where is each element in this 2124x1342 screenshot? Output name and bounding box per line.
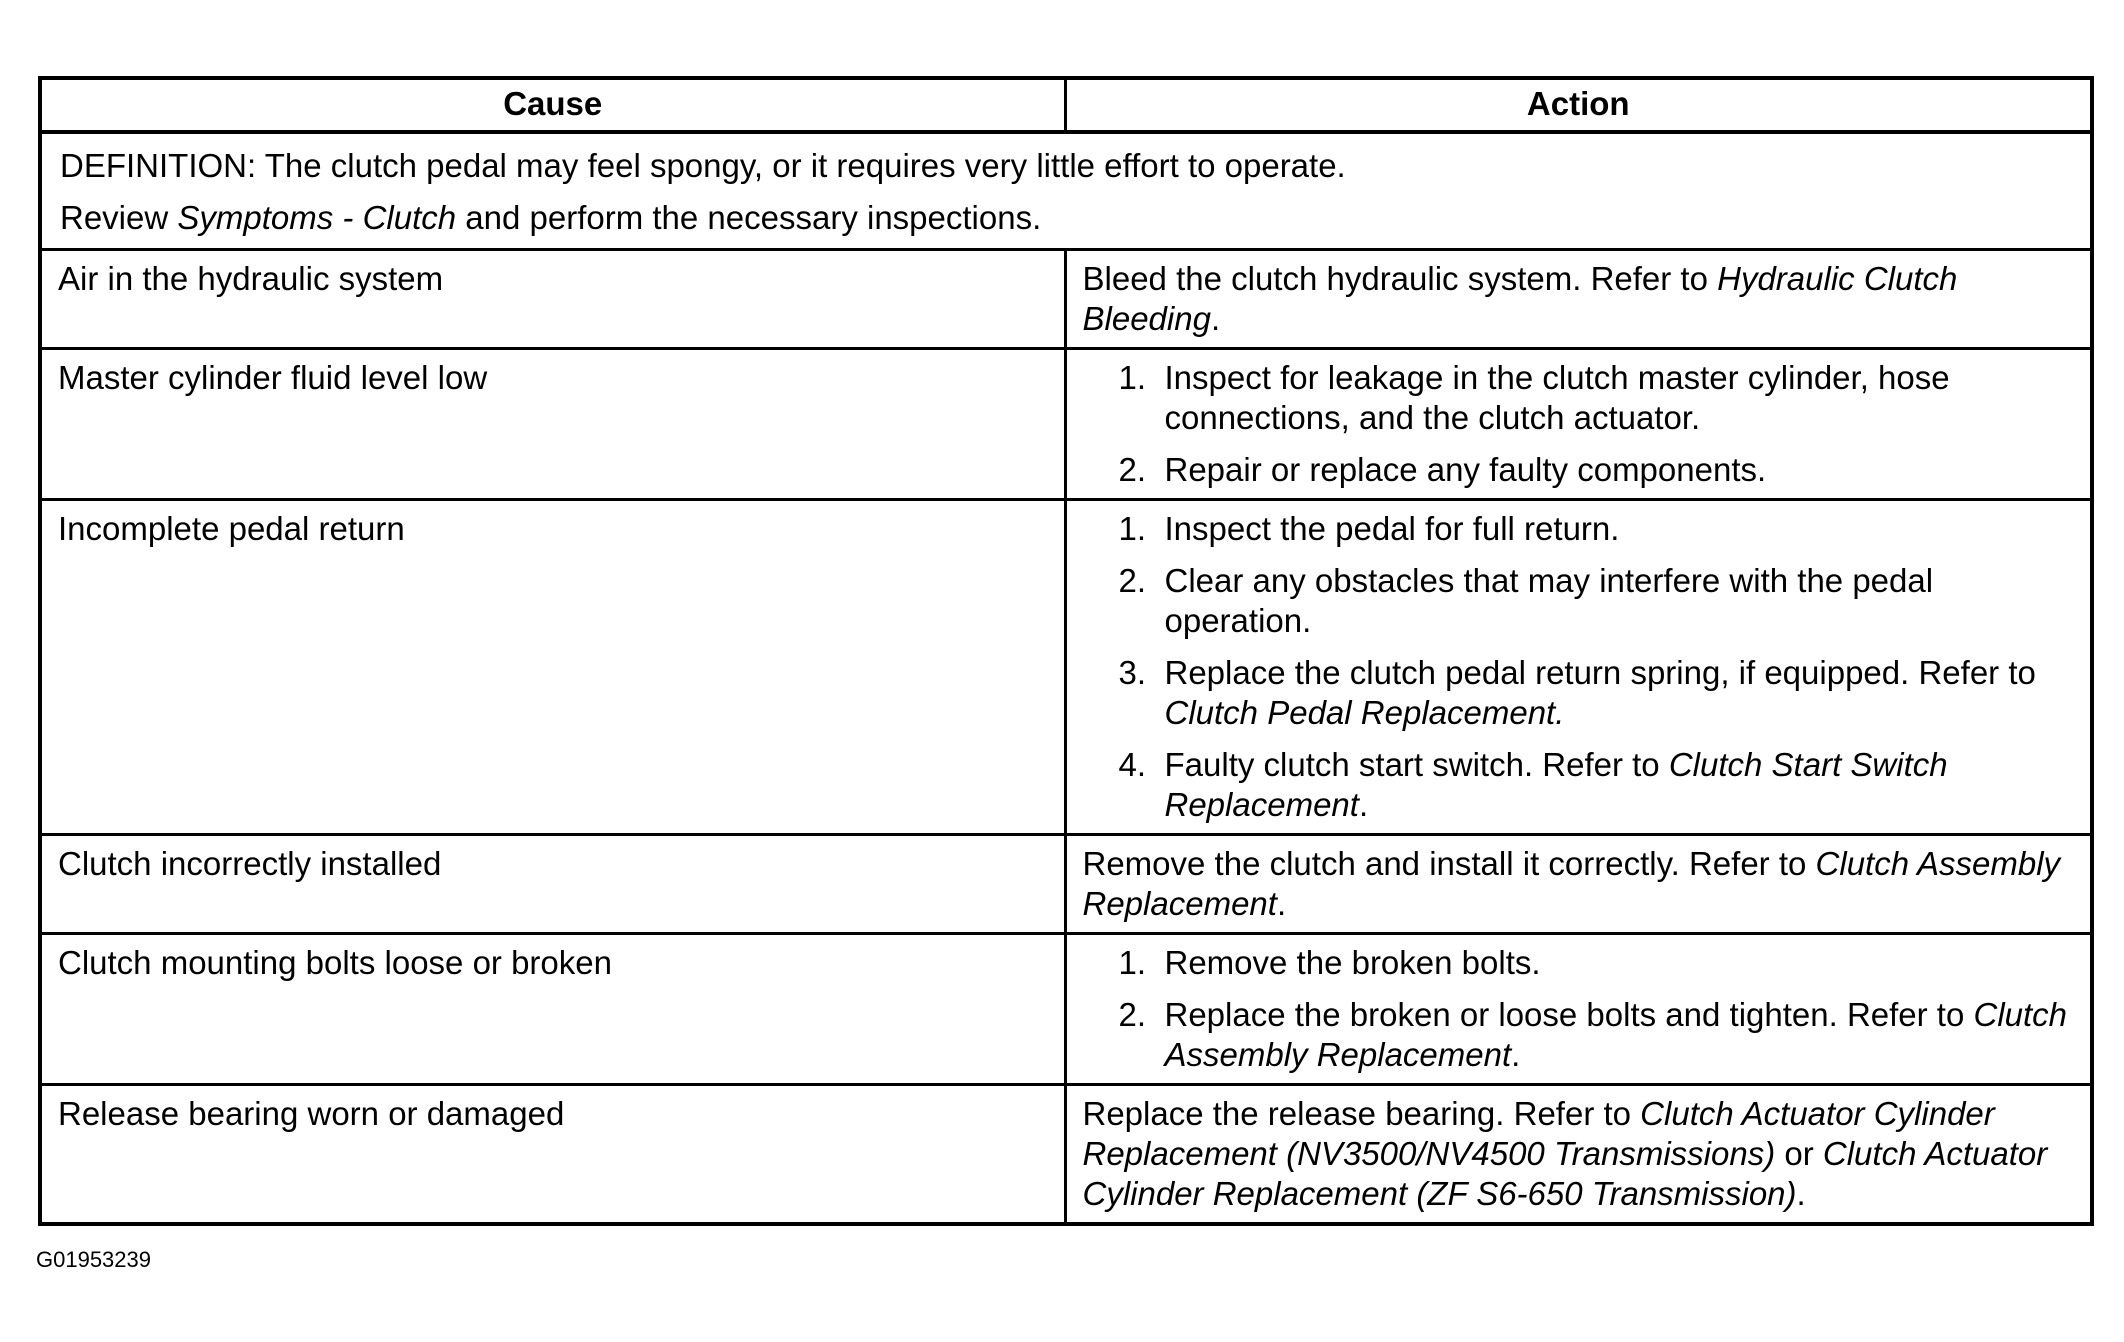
step-suffix: . (1511, 1036, 1521, 1073)
review-prefix: Review (60, 199, 178, 236)
step-number: 4. (1118, 746, 1147, 783)
table-row (40, 250, 2092, 349)
action-cell (1065, 934, 2092, 1085)
cause-cell: Master cylinder fluid level low (40, 349, 1065, 500)
cause-cell: Clutch incorrectly installed (40, 835, 1065, 934)
definition-cell (40, 132, 2092, 250)
action-step (1083, 995, 2075, 1075)
action-step (1083, 450, 2075, 490)
procedure-reference: Clutch Assembly Replacement (1082, 845, 2061, 922)
cause-column-header: Cause (40, 78, 1065, 132)
table-row (40, 349, 2092, 500)
step-text: Replace the clutch pedal return spring, if equipped. Refer to (1164, 654, 2036, 691)
action-step (1083, 943, 2075, 983)
figure-id-label: G01953239 (36, 1247, 151, 1272)
action-step (1083, 653, 2075, 733)
action-text: Replace the release bearing. Refer to (1082, 1095, 1641, 1132)
step-text: Clear any obstacles that may interfere with the pedal operation. (1164, 562, 1934, 639)
action-step (1083, 745, 2075, 825)
cause-cell: Clutch mounting bolts loose or broken (40, 934, 1065, 1085)
step-text: Inspect the pedal for full return. (1164, 510, 1620, 547)
review-instruction (60, 192, 2072, 244)
action-connector: or (1775, 1135, 1823, 1172)
step-number: 2. (1118, 996, 1147, 1033)
action-cell (1065, 500, 2092, 835)
action-step (1083, 358, 2075, 438)
cause-cell: Air in the hydraulic system (40, 250, 1065, 349)
action-steps (1083, 943, 2075, 1075)
action-text: Bleed the clutch hydraulic system. Refer to (1082, 260, 1718, 297)
procedure-reference: Clutch Actuator Cylinder Replacement (ZF S6-650 Transmission) (1082, 1135, 2048, 1212)
definition-text: DEFINITION: The clutch pedal may feel spongy, or it requires very little effort to operate. (60, 147, 1346, 184)
review-suffix: and perform the necessary inspections. (456, 199, 1042, 236)
action-cell (1065, 349, 2092, 500)
action-step (1083, 561, 2075, 641)
step-number: 2. (1118, 562, 1147, 599)
step-number: 2. (1118, 451, 1147, 488)
action-step (1083, 509, 2075, 549)
procedure-reference: Clutch Actuator Cylinder Replacement (NV3500/NV4500 Transmissions) (1082, 1095, 1995, 1172)
step-suffix: . (1358, 786, 1369, 823)
action-suffix: . (1210, 300, 1221, 337)
table-row (40, 500, 2092, 835)
cause-cell: Incomplete pedal return (40, 500, 1065, 835)
action-steps (1083, 509, 2075, 825)
step-number: 1. (1118, 359, 1147, 396)
action-column-header: Action (1065, 78, 2092, 132)
step-number: 1. (1118, 510, 1147, 547)
step-text: Replace the broken or loose bolts and tighten. Refer to (1164, 996, 1974, 1033)
clutch-diagnosis-table (38, 76, 2094, 1226)
action-suffix: . (1276, 885, 1287, 922)
action-cell (1065, 835, 2092, 934)
symptoms-clutch-reference: Symptoms - Clutch (177, 199, 457, 236)
table-row (40, 934, 2092, 1085)
table-row (40, 1085, 2092, 1225)
step-number: 3. (1118, 654, 1147, 691)
procedure-reference: Clutch Assembly Replacement (1164, 996, 2068, 1073)
header-row (40, 78, 2092, 132)
definition-row (40, 132, 2092, 250)
step-text: Repair or replace any faulty components. (1164, 451, 1767, 488)
action-cell (1065, 1085, 2092, 1225)
procedure-reference: Hydraulic Clutch Bleeding (1082, 260, 1958, 337)
action-text: Remove the clutch and install it correctly. Refer to (1082, 845, 1816, 882)
action-steps (1083, 358, 2075, 490)
step-text: Remove the broken bolts. (1164, 944, 1541, 981)
action-suffix: . (1796, 1175, 1806, 1212)
procedure-reference: Clutch Start Switch Replacement (1164, 746, 1948, 823)
step-text: Inspect for leakage in the clutch master cylinder, hose connections, and the clutch actuator. (1164, 359, 1950, 436)
cause-cell: Release bearing worn or damaged (40, 1085, 1065, 1225)
step-text: Faulty clutch start switch. Refer to (1164, 746, 1669, 783)
table-row (40, 835, 2092, 934)
action-cell (1065, 250, 2092, 349)
step-number: 1. (1118, 944, 1147, 981)
procedure-reference: Clutch Pedal Replacement. (1164, 694, 1565, 731)
